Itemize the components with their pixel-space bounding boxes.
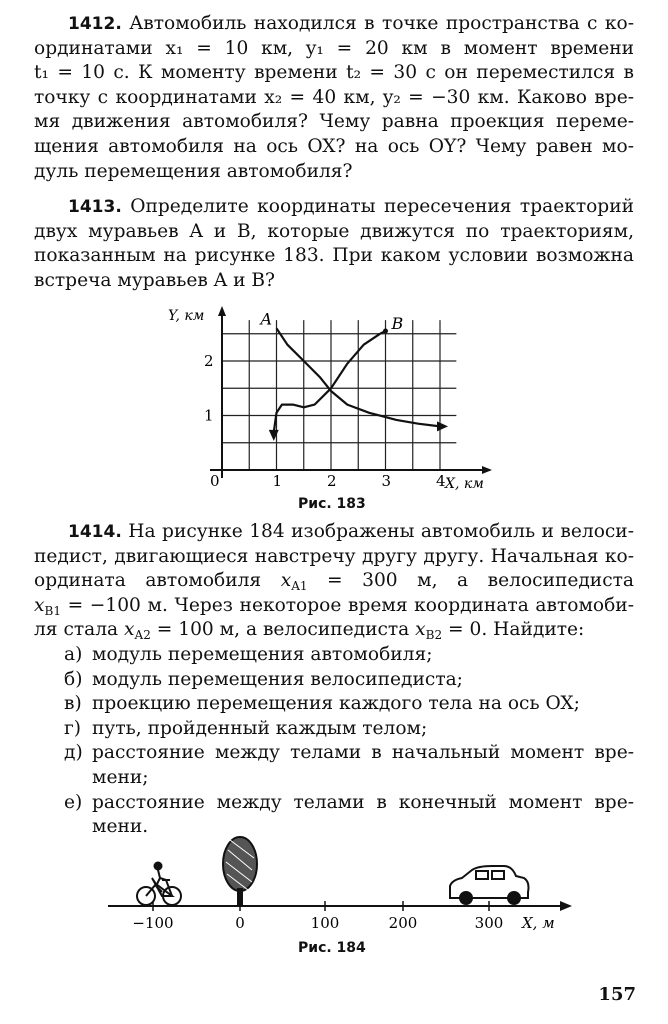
list-item: а) модуль перемещения автомобиля; [64,644,433,665]
x-tick-4: 4 [436,472,446,490]
problem-1412-line-5: мя движения автомобиля? Чему равна проекция переме- [34,111,634,133]
list-item: е) расстояние между телами в конечный момент вре- [64,791,634,813]
problem-1412-line-6: щения автомобиля на ось OX? на ось OY? Чему равен мо- [34,135,634,157]
chart-grid [222,320,456,470]
tick-label-0: 0 [235,914,245,932]
problem-1413-line-4: встреча муравьев A и B? [34,269,276,291]
x-axis-arrow [560,901,572,911]
list-item-continuation: мени. [92,816,149,838]
x-tick-3: 3 [381,472,392,490]
figure-183-caption: Рис. 183 [298,496,366,512]
tick-label-100: 100 [310,914,340,932]
list-item-continuation: мени; [92,766,149,788]
problem-1412-line-3: t₁ = 10 с. К моменту времени t₂ = 30 с он переместился в [34,62,634,84]
problem-1413-line-1: 1413. Определите координаты пересечения траекторий [68,196,634,217]
problem-1414-line-3: ордината автомобиля $x_{A1} = 300$ м, а велосипедиста [34,570,634,594]
chart-axes [210,306,492,478]
problem-1412-line-1: 1412. Автомобиль находился в точке пространства с ко- [68,13,634,34]
tick-label-300: 300 [474,914,504,932]
x-tick-1: 1 [272,472,283,490]
problem-1412 [34,12,634,184]
problem-1414-line-4: $x_{B1} = -100$ м. Через некоторое время координата автомоби- [34,594,634,618]
tick-label-200: 200 [388,914,418,932]
series-arrow-b [269,430,279,441]
problem-1414 [34,520,634,643]
problem-1413-line-2: двух муравьев A и B, которые движутся по траекториям, [34,220,634,242]
series-label-b: B [391,314,404,334]
series-arrow-a [437,421,448,431]
series-label-a: A [260,309,273,329]
page-number: 157 [598,984,636,1005]
problem-1413-line-3: показанным на рисунке 183. При каком условии возможна [34,245,634,267]
problem-1414-line-2: педист, двигающиеся навстречу другу другу. Начальная ко- [34,545,634,567]
origin-label: 0 [210,472,220,490]
x-axis-arrow [482,466,492,474]
problem-1414-number: 1414. [68,522,122,542]
problem-1412-line-4: точку с координатами x₂ = 40 км, y₂ = −30 км. Каково вре- [34,86,634,108]
tree-icon [223,837,257,906]
x-axis-label: X, м [522,914,555,932]
car-icon [450,866,529,904]
tick-label-neg100: −100 [132,914,174,932]
figure-184-caption: Рис. 184 [298,940,366,956]
x-tick-2: 2 [327,472,337,490]
problem-1413 [34,195,634,293]
problem-1413-number: 1413. [68,197,122,217]
series-line-b [274,331,386,432]
list-item: в) проекцию перемещения каждого тела на ось OX; [64,693,580,715]
list-item: д) расстояние между телами в начальный момент вре- [64,742,634,764]
problem-1414-list [64,643,634,840]
problem-1412-line-2: ординатами x₁ = 10 км, y₁ = 20 км в момент времени [34,37,634,59]
y-tick-2: 2 [204,352,214,370]
series-endpoint-b [383,329,388,334]
y-axis-arrow [218,306,226,316]
x-axis-label: X, км [445,476,484,492]
problem-1414-line-1: 1414. На рисунке 184 изображены автомобиль и велоси- [68,521,634,542]
y-tick-1: 1 [204,406,214,425]
list-item: г) путь, пройденный каждым телом; [64,717,428,739]
figure-183-chart [150,300,510,500]
problem-1412-line-7: дуль перемещения автомобиля? [34,160,353,182]
y-axis-label: Y, км [168,308,205,324]
problem-1412-number: 1412. [68,14,122,34]
figure-184 [100,830,580,940]
list-item: б) модуль перемещения велосипедиста; [64,668,463,690]
bicycle-icon [137,863,181,906]
problem-1414-line-5: ля стала $x_{A2} = 100$ м, а велосипедиста $x_{B2} = 0$. Найдите: [34,619,585,643]
